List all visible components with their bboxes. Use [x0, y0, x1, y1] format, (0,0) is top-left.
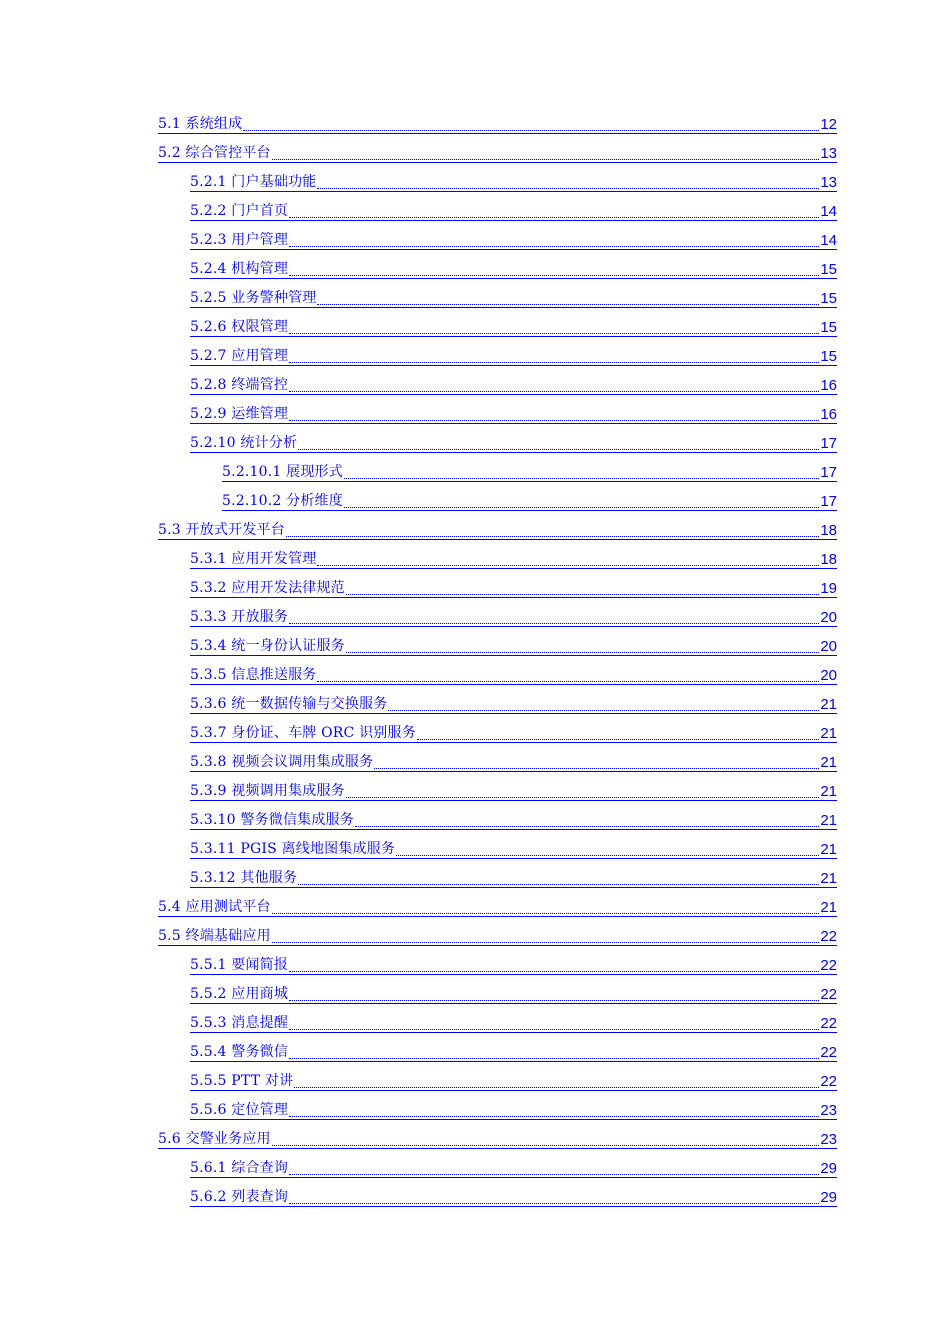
toc-dot-leader — [374, 756, 819, 771]
toc-entry[interactable] — [0, 922, 950, 951]
toc-entry-label: 5.5.6 定位管理 — [190, 1102, 289, 1118]
toc-dot-leader — [289, 263, 819, 278]
toc-page-number: 22 — [820, 1073, 837, 1090]
toc-entry-label: 5.2.7 应用管理 — [190, 348, 289, 364]
toc-entry[interactable] — [0, 226, 950, 255]
toc-dot-leader — [317, 292, 819, 307]
toc-dot-leader — [289, 959, 819, 974]
toc-page-number: 21 — [820, 841, 837, 858]
toc-link[interactable] — [190, 1015, 837, 1033]
toc-link[interactable] — [190, 957, 837, 975]
toc-entry[interactable] — [0, 632, 950, 661]
toc-page-number: 21 — [820, 783, 837, 800]
toc-entry-label: 5.3.11 PGIS 离线地图集成服务 — [190, 841, 396, 857]
toc-link[interactable] — [190, 1102, 837, 1120]
toc-link[interactable] — [190, 377, 837, 395]
toc-dot-leader — [289, 350, 819, 365]
toc-page-number: 20 — [820, 667, 837, 684]
toc-link[interactable] — [190, 754, 837, 772]
toc-link[interactable] — [190, 406, 837, 424]
toc-dot-leader — [417, 727, 819, 742]
toc-link[interactable] — [190, 696, 837, 714]
toc-link[interactable] — [190, 783, 837, 801]
toc-dot-leader — [289, 611, 819, 626]
toc-page-number: 17 — [820, 493, 837, 510]
toc-entry[interactable] — [0, 661, 950, 690]
toc-link[interactable] — [190, 348, 837, 366]
toc-page-number: 22 — [820, 957, 837, 974]
toc-page-number: 21 — [820, 696, 837, 713]
toc-entry[interactable] — [0, 139, 950, 168]
toc-page-number: 20 — [820, 609, 837, 626]
toc-dot-leader — [317, 553, 819, 568]
toc-entry-label: 5.3.6 统一数据传输与交换服务 — [190, 696, 388, 712]
toc-page-number: 20 — [820, 638, 837, 655]
toc-dot-leader — [289, 988, 819, 1003]
toc-entry[interactable] — [0, 1096, 950, 1125]
toc-entry[interactable] — [0, 980, 950, 1009]
toc-page-number: 21 — [820, 812, 837, 829]
toc-entry[interactable] — [0, 400, 950, 429]
toc-entry[interactable] — [0, 429, 950, 458]
toc-dot-leader — [289, 321, 819, 336]
toc-entry[interactable] — [0, 1183, 950, 1212]
toc-page-number: 13 — [820, 174, 837, 191]
toc-entry[interactable] — [0, 574, 950, 603]
toc-dot-leader — [243, 118, 819, 133]
toc-entry-label: 5.3 开放式开发平台 — [158, 522, 285, 538]
toc-link[interactable] — [190, 261, 837, 279]
toc-entry[interactable] — [0, 1125, 950, 1154]
toc-entry-label: 5.2.1 门户基础功能 — [190, 174, 317, 190]
toc-dot-leader — [346, 785, 819, 800]
toc-entry-label: 5.2.9 运维管理 — [190, 406, 289, 422]
toc-link[interactable] — [190, 812, 837, 830]
toc-link[interactable] — [222, 493, 837, 511]
toc-dot-leader — [272, 1133, 820, 1148]
toc-page-number: 29 — [820, 1160, 837, 1177]
toc-link[interactable] — [190, 1073, 837, 1091]
toc-entry-label: 5.5.4 警务微信 — [190, 1044, 289, 1060]
toc-page-number: 18 — [820, 522, 837, 539]
toc-entry[interactable] — [0, 197, 950, 226]
toc-link[interactable] — [158, 522, 837, 540]
toc-link[interactable] — [158, 928, 837, 946]
toc-link[interactable] — [190, 1044, 837, 1062]
toc-entry-label: 5.3.12 其他服务 — [190, 870, 298, 886]
toc-page-number: 21 — [820, 899, 837, 916]
toc-entry-label: 5.2.2 门户首页 — [190, 203, 289, 219]
toc-link[interactable] — [190, 986, 837, 1004]
toc-page-number: 16 — [820, 377, 837, 394]
toc-link[interactable] — [190, 1160, 837, 1178]
toc-dot-leader — [289, 205, 819, 220]
toc-entry-label: 5.2.10.1 展现形式 — [222, 464, 343, 480]
toc-entry-label: 5.6 交警业务应用 — [158, 1131, 271, 1147]
toc-entry[interactable] — [0, 487, 950, 516]
toc-dot-leader — [289, 1162, 819, 1177]
toc-page-number: 21 — [820, 870, 837, 887]
toc-link[interactable] — [190, 290, 837, 308]
toc-dot-leader — [289, 379, 819, 394]
toc-link[interactable] — [190, 232, 837, 250]
toc-entry[interactable] — [0, 516, 950, 545]
toc-entry-label: 5.3.3 开放服务 — [190, 609, 289, 625]
toc-entry-label: 5.2 综合管控平台 — [158, 145, 271, 161]
toc-page-number: 12 — [820, 116, 837, 133]
toc-dot-leader — [346, 640, 819, 655]
toc-entry-label: 5.2.6 权限管理 — [190, 319, 289, 335]
toc-link[interactable] — [158, 145, 837, 163]
toc-dot-leader — [286, 524, 819, 539]
toc-page-number: 18 — [820, 551, 837, 568]
toc-dot-leader — [289, 1017, 819, 1032]
toc-page-number: 19 — [820, 580, 837, 597]
toc-link[interactable] — [190, 870, 837, 888]
toc-entry[interactable] — [0, 110, 950, 139]
toc-page-number: 17 — [820, 464, 837, 481]
toc-entry-label: 5.6.2 列表查询 — [190, 1189, 289, 1205]
toc-entry-label: 5.3.4 统一身份认证服务 — [190, 638, 345, 654]
toc-page-number: 23 — [820, 1102, 837, 1119]
toc-entry[interactable] — [0, 284, 950, 313]
toc-entry[interactable] — [0, 255, 950, 284]
toc-link[interactable] — [190, 203, 837, 221]
toc-dot-leader — [294, 1075, 819, 1090]
toc-entry-label: 5.2.10.2 分析维度 — [222, 493, 343, 509]
toc-link[interactable] — [190, 580, 837, 598]
toc-dot-leader — [289, 408, 819, 423]
toc-link[interactable] — [158, 1131, 837, 1149]
toc-entry-label: 5.3.7 身份证、车牌 ORC 识别服务 — [190, 725, 416, 741]
toc-page-number: 22 — [820, 1015, 837, 1032]
toc-dot-leader — [289, 1191, 819, 1206]
toc-entry-label: 5.6.1 综合查询 — [190, 1160, 289, 1176]
toc-entry[interactable] — [0, 806, 950, 835]
toc-link[interactable] — [190, 1189, 837, 1207]
toc-dot-leader — [289, 1104, 819, 1119]
toc-dot-leader — [388, 698, 819, 713]
toc-link[interactable] — [190, 841, 837, 859]
toc-dot-leader — [344, 466, 819, 481]
toc-entry-label: 5.2.5 业务警种管理 — [190, 290, 317, 306]
toc-page-number: 29 — [820, 1189, 837, 1206]
toc-entry-label: 5.3.8 视频会议调用集成服务 — [190, 754, 374, 770]
toc-link[interactable] — [190, 551, 837, 569]
toc-dot-leader — [272, 930, 820, 945]
toc-page-number: 17 — [820, 435, 837, 452]
toc-entry[interactable] — [0, 835, 950, 864]
toc-page-number: 21 — [820, 754, 837, 771]
toc-dot-leader — [344, 495, 819, 510]
toc-page-number: 14 — [820, 203, 837, 220]
toc-dot-leader — [317, 669, 819, 684]
toc-link[interactable] — [158, 116, 837, 134]
toc-page-number: 21 — [820, 725, 837, 742]
toc-entry-label: 5.2.10 统计分析 — [190, 435, 298, 451]
toc-link[interactable] — [190, 667, 837, 685]
toc-entry[interactable] — [0, 864, 950, 893]
toc-entry-label: 5.2.8 终端管控 — [190, 377, 289, 393]
toc-dot-leader — [289, 234, 819, 249]
toc-entry[interactable] — [0, 342, 950, 371]
toc-page-number: 22 — [820, 986, 837, 1003]
toc-entry[interactable] — [0, 777, 950, 806]
toc-link[interactable] — [190, 174, 837, 192]
toc-entry[interactable] — [0, 893, 950, 922]
toc-page-number: 22 — [820, 928, 837, 945]
toc-entry[interactable] — [0, 545, 950, 574]
toc-link[interactable] — [190, 435, 837, 453]
toc-dot-leader — [346, 582, 819, 597]
toc-entry[interactable] — [0, 1154, 950, 1183]
toc-entry[interactable] — [0, 313, 950, 342]
toc-page-number: 16 — [820, 406, 837, 423]
toc-entry-label: 5.5.2 应用商城 — [190, 986, 289, 1002]
toc-entry-label: 5.2.4 机构管理 — [190, 261, 289, 277]
toc-entry-label: 5.3.9 视频调用集成服务 — [190, 783, 345, 799]
toc-entry-label: 5.1 系统组成 — [158, 116, 243, 132]
toc-entry[interactable] — [0, 951, 950, 980]
toc-entry-label: 5.2.3 用户管理 — [190, 232, 289, 248]
toc-entry-label: 5.3.10 警务微信集成服务 — [190, 812, 354, 828]
toc-entry-label: 5.5.3 消息提醒 — [190, 1015, 289, 1031]
toc-dot-leader — [272, 901, 820, 916]
toc-link[interactable] — [158, 899, 837, 917]
toc-entry-label: 5.3.5 信息推送服务 — [190, 667, 317, 683]
toc-entry-label: 5.3.2 应用开发法律规范 — [190, 580, 345, 596]
toc-entry-label: 5.5 终端基础应用 — [158, 928, 271, 944]
toc-entry-label: 5.4 应用测试平台 — [158, 899, 271, 915]
table-of-contents — [0, 110, 950, 1212]
toc-dot-leader — [396, 843, 819, 858]
toc-entry[interactable] — [0, 719, 950, 748]
toc-entry[interactable] — [0, 371, 950, 400]
toc-dot-leader — [289, 1046, 819, 1061]
toc-page-number: 15 — [820, 319, 837, 336]
toc-dot-leader — [355, 814, 819, 829]
toc-page-number: 15 — [820, 348, 837, 365]
toc-page-number: 23 — [820, 1131, 837, 1148]
toc-dot-leader — [317, 176, 819, 191]
toc-link[interactable] — [190, 638, 837, 656]
toc-page-number: 14 — [820, 232, 837, 249]
toc-link[interactable] — [190, 609, 837, 627]
toc-dot-leader — [298, 872, 819, 887]
toc-entry-label: 5.3.1 应用开发管理 — [190, 551, 317, 567]
toc-dot-leader — [298, 437, 819, 452]
toc-page-number: 22 — [820, 1044, 837, 1061]
toc-page-number: 13 — [820, 145, 837, 162]
toc-page-number: 15 — [820, 261, 837, 278]
toc-link[interactable] — [190, 319, 837, 337]
toc-entry-label: 5.5.5 PTT 对讲 — [190, 1073, 294, 1089]
toc-entry[interactable] — [0, 603, 950, 632]
toc-entry-label: 5.5.1 要闻简报 — [190, 957, 289, 973]
toc-link[interactable] — [190, 725, 837, 743]
toc-entry[interactable] — [0, 1009, 950, 1038]
toc-link[interactable] — [222, 464, 837, 482]
toc-page-number: 15 — [820, 290, 837, 307]
toc-entry[interactable] — [0, 690, 950, 719]
toc-entry[interactable] — [0, 1067, 950, 1096]
toc-dot-leader — [272, 147, 820, 162]
toc-entry[interactable] — [0, 458, 950, 487]
toc-entry[interactable] — [0, 748, 950, 777]
toc-entry[interactable] — [0, 168, 950, 197]
toc-entry[interactable] — [0, 1038, 950, 1067]
